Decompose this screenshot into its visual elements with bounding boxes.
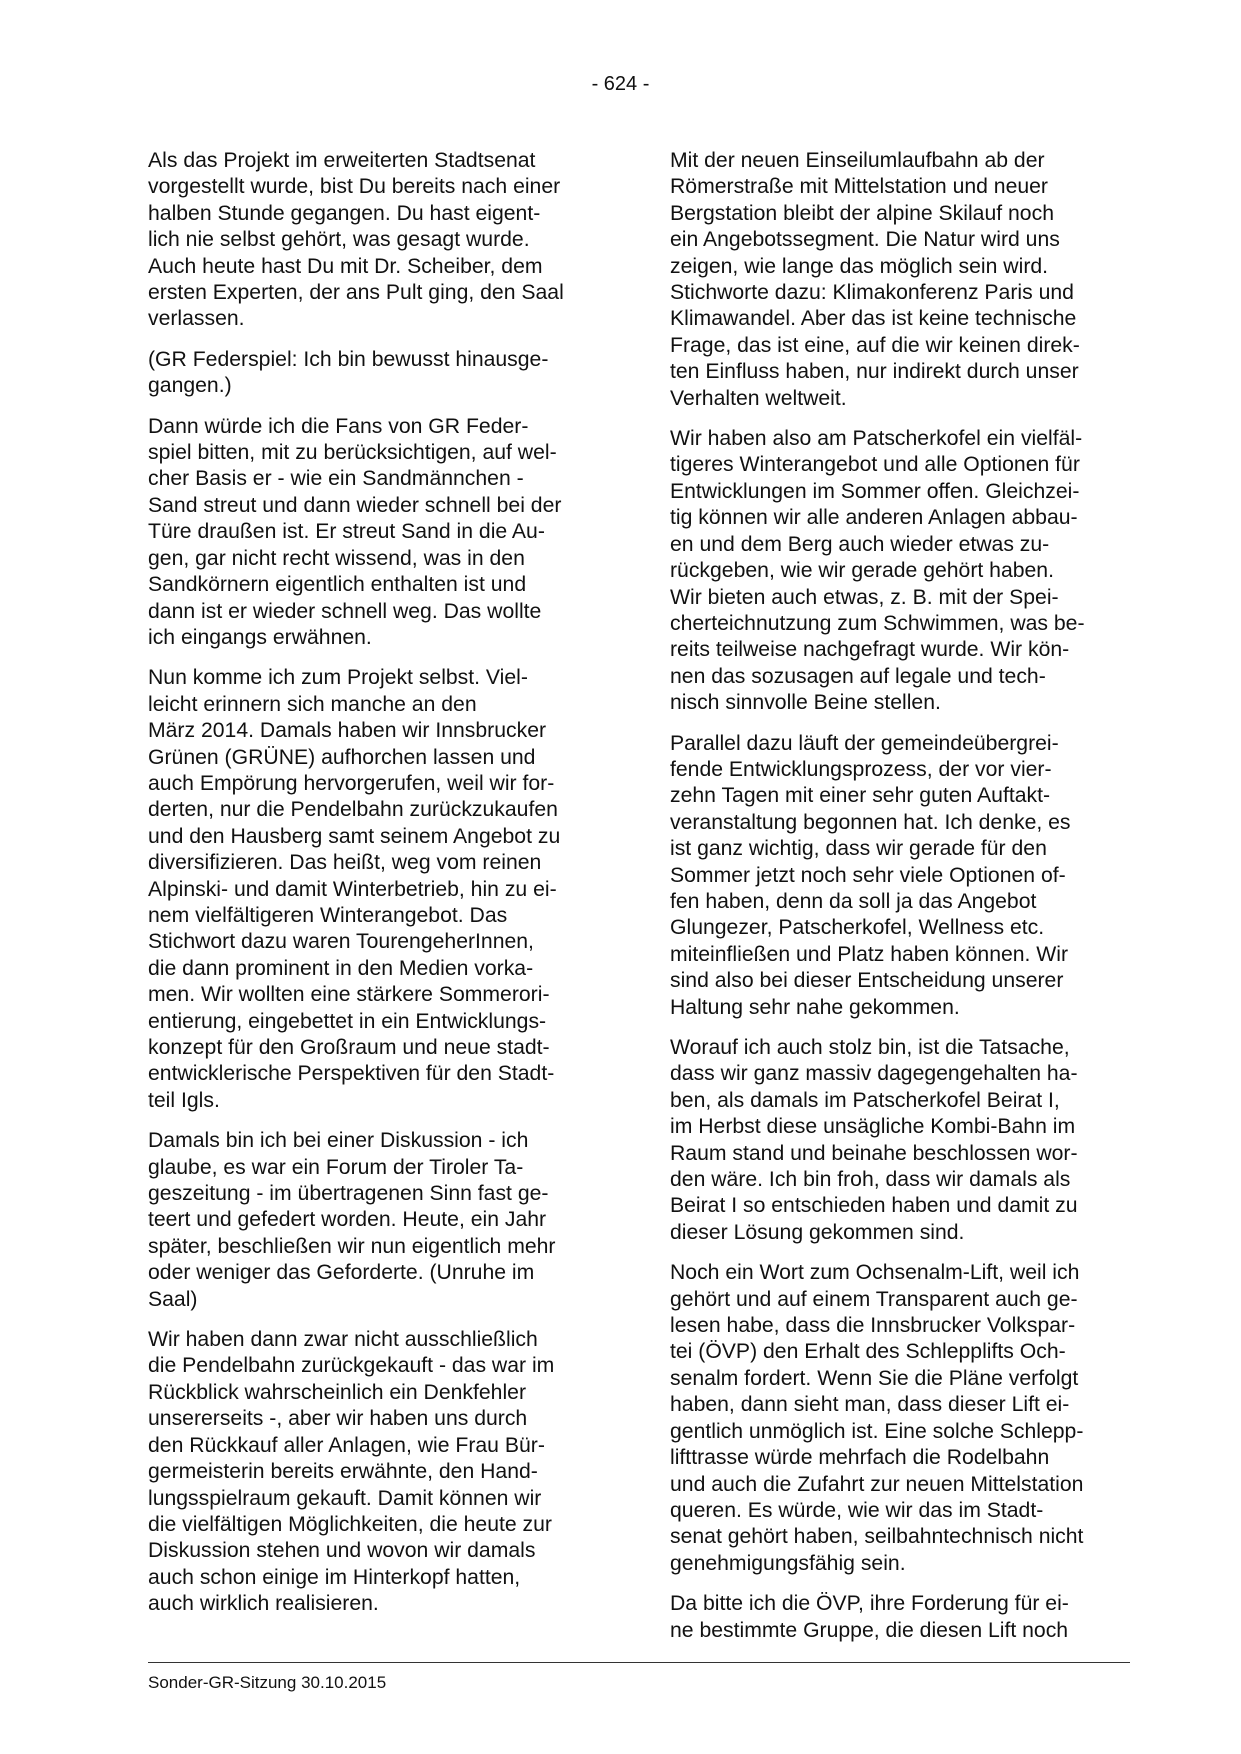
- text-line: den Rückkauf aller Anlagen, wie Frau Bür-: [148, 1433, 545, 1457]
- text-line: nem vielfältigeren Winterangebot. Das: [148, 903, 508, 927]
- paragraph: [148, 347, 608, 400]
- paragraph: [148, 1327, 608, 1617]
- text-line: Noch ein Wort zum Ochsenalm-Lift, weil ich: [670, 1261, 1080, 1285]
- text-line: später, beschließen wir nun eigentlich mehr: [148, 1234, 556, 1258]
- text-line: senat gehört haben, seilbahntechnisch nicht: [670, 1525, 1084, 1549]
- footer-session-title: Sonder-GR-Sitzung 30.10.2015: [148, 1673, 387, 1692]
- text-line: Mit der neuen Einseilumlaufbahn ab der: [670, 149, 1045, 172]
- text-line: (GR Federspiel: Ich bin bewusst hinausge-: [148, 347, 549, 371]
- text-line: derten, nur die Pendelbahn zurückzukaufen: [148, 798, 558, 822]
- text-line: spiel bitten, mit zu berücksichtigen, auf wel-: [148, 441, 557, 465]
- text-line: genehmigungsfähig sein.: [670, 1551, 906, 1575]
- text-line: Alpinski- und damit Winterbetrieb, hin zu ei-: [148, 877, 557, 901]
- text-line: ten Einfluss haben, nur indirekt durch unser: [670, 360, 1079, 384]
- text-line: Parallel dazu läuft der gemeindeübergrei-: [670, 731, 1059, 755]
- paragraph: [148, 1128, 608, 1313]
- text-line: Beirat I so entschieden haben und damit zu: [670, 1194, 1078, 1218]
- text-line: nisch sinnvolle Beine stellen.: [670, 691, 941, 715]
- paragraph: [670, 148, 1130, 412]
- text-line: lifttrasse würde mehrfach die Rodelbahn: [670, 1446, 1050, 1470]
- text-line: germeisterin bereits erwähnte, den Hand-: [148, 1460, 538, 1484]
- text-line: lungsspielraum gekauft. Damit können wir: [148, 1486, 542, 1510]
- text-line: Haltung sehr nahe gekommen.: [670, 995, 960, 1019]
- text-line: Wir haben dann zwar nicht ausschließlich: [148, 1328, 538, 1352]
- text-line: rückgeben, wie wir gerade gehört haben.: [670, 559, 1054, 583]
- text-line: lich nie selbst gehört, was gesagt wurde.: [148, 228, 530, 252]
- text-line: Diskussion stehen und wovon wir damals: [148, 1539, 536, 1563]
- text-line: glaube, es war ein Forum der Tiroler Ta-: [148, 1155, 524, 1179]
- left-column: [148, 148, 608, 1632]
- text-line: miteinfließen und Platz haben können. Wir: [670, 942, 1069, 966]
- text-line: Glungezer, Patscherkofel, Wellness etc.: [670, 916, 1045, 940]
- text-line: und auch die Zufahrt zur neuen Mittelstation: [670, 1472, 1084, 1496]
- text-line: Raum stand und beinahe beschlossen wor-: [670, 1141, 1078, 1165]
- text-line: dann ist er wieder schnell weg. Das wollte: [148, 599, 542, 623]
- text-line: Klimawandel. Aber das ist keine technische: [670, 307, 1077, 331]
- text-line: Wir bieten auch etwas, z. B. mit der Spei-: [670, 585, 1059, 609]
- text-line: und den Hausberg samt seinem Angebot zu: [148, 824, 561, 848]
- text-line: zeigen, wie lange das möglich sein wird.: [670, 254, 1049, 278]
- text-line: dieser Lösung gekommen sind.: [670, 1220, 965, 1244]
- text-line: entwicklerische Perspektiven für den Stadt-: [148, 1062, 555, 1086]
- text-line: Als das Projekt im erweiterten Stadtsenat: [148, 149, 536, 172]
- right-column: [670, 148, 1130, 1658]
- paragraph: [148, 414, 608, 652]
- text-line: im Herbst diese unsägliche Kombi-Bahn im: [670, 1115, 1076, 1139]
- text-line: zehn Tagen mit einer sehr guten Auftakt-: [670, 784, 1051, 808]
- text-line: fen haben, denn da soll ja das Angebot: [670, 889, 1037, 913]
- text-line: vorgestellt wurde, bist Du bereits nach einer: [148, 175, 561, 199]
- text-line: teert und gefedert worden. Heute, ein Jahr: [148, 1208, 547, 1232]
- text-line: gehört und auf einem Transparent auch ge-: [670, 1287, 1078, 1311]
- text-line: leicht erinnern sich manche an den: [148, 692, 477, 716]
- text-line: die vielfältigen Möglichkeiten, die heute zur: [148, 1512, 552, 1536]
- text-line: halben Stunde gegangen. Du hast eigent-: [148, 201, 541, 225]
- text-line: Grünen (GRÜNE) aufhorchen lassen und: [148, 745, 536, 769]
- text-line: en und dem Berg auch wieder etwas zu-: [670, 532, 1050, 556]
- text-line: lesen habe, dass die Innsbrucker Volkspar-: [670, 1314, 1076, 1338]
- text-line: entierung, eingebettet in ein Entwicklungs-: [148, 1009, 547, 1033]
- paragraph: [670, 1591, 1130, 1644]
- text-line: ein Angebotssegment. Die Natur wird uns: [670, 228, 1060, 252]
- text-line: auch wirklich realisieren.: [148, 1592, 379, 1616]
- text-line: queren. Es würde, wie wir das im Stadt-: [670, 1498, 1044, 1522]
- text-line: die Pendelbahn zurückgekauft - das war im: [148, 1354, 555, 1378]
- text-line: teil Igls.: [148, 1088, 220, 1112]
- text-line: oder weniger das Geforderte. (Unruhe im: [148, 1261, 535, 1285]
- text-line: veranstaltung begonnen hat. Ich denke, es: [670, 810, 1071, 834]
- text-line: tig können wir alle anderen Anlagen abbau-: [670, 506, 1078, 530]
- text-line: Nun komme ich zum Projekt selbst. Viel-: [148, 666, 528, 690]
- text-line: gangen.): [148, 374, 232, 398]
- text-line: Türe draußen ist. Er streut Sand in die Au-: [148, 520, 545, 544]
- text-line: Entwicklungen im Sommer offen. Gleichzei-: [670, 479, 1080, 503]
- page-number: - 624 -: [591, 73, 650, 95]
- text-line: die dann prominent in den Medien vorka-: [148, 956, 534, 980]
- text-line: Frage, das ist eine, auf die wir keinen direk-: [670, 333, 1080, 357]
- text-line: reits teilweise nachgefragt wurde. Wir kön-: [670, 638, 1070, 662]
- text-line: haben, dann sieht man, dass dieser Lift ei-: [670, 1393, 1070, 1417]
- text-line: tei (ÖVP) den Erhalt des Schlepplifts Och-: [670, 1340, 1066, 1364]
- text-line: Dann würde ich die Fans von GR Feder-: [148, 414, 529, 438]
- text-line: ersten Experten, der ans Pult ging, den Saal: [148, 281, 564, 305]
- text-line: geszeitung - im übertragenen Sinn fast ge-: [148, 1182, 549, 1206]
- text-line: fende Entwicklungsprozess, der vor vier-: [670, 757, 1052, 781]
- text-line: Worauf ich auch stolz bin, ist die Tatsache,: [670, 1036, 1070, 1059]
- text-line: gentlich unmöglich ist. Eine solche Schlepp-: [670, 1419, 1084, 1443]
- text-line: gen, gar nicht recht wissend, was in den: [148, 546, 525, 570]
- paragraph: [670, 426, 1130, 716]
- footer-divider: [148, 1662, 1130, 1663]
- text-line: ne bestimmte Gruppe, die diesen Lift noch: [670, 1618, 1069, 1642]
- text-line: Da bitte ich die ÖVP, ihre Forderung für ei-: [670, 1592, 1069, 1616]
- paragraph: [148, 148, 608, 333]
- text-line: verlassen.: [148, 307, 245, 331]
- text-line: senalm fordert. Wenn Sie die Pläne verfolgt: [670, 1366, 1079, 1390]
- text-line: den wäre. Ich bin froh, dass wir damals als: [670, 1168, 1071, 1192]
- text-line: konzept für den Großraum und neue stadt-: [148, 1036, 550, 1059]
- text-line: Stichwort dazu waren TourengeherInnen,: [148, 930, 534, 954]
- paragraph: [670, 1035, 1130, 1246]
- text-line: Saal): [148, 1287, 198, 1311]
- text-line: auch schon einige im Hinterkopf hatten,: [148, 1565, 521, 1589]
- text-line: Sommer jetzt noch sehr viele Optionen of-: [670, 863, 1066, 887]
- text-line: ich eingangs erwähnen.: [148, 625, 372, 649]
- paragraph: [670, 731, 1130, 1021]
- text-line: men. Wir wollten eine stärkere Sommerori-: [148, 983, 550, 1007]
- text-line: Damals bin ich bei einer Diskussion - ich: [148, 1129, 529, 1153]
- text-line: unsererseits -, aber wir haben uns durch: [148, 1407, 528, 1431]
- text-line: Verhalten weltweit.: [670, 386, 847, 410]
- text-line: cherteichnutzung zum Schwimmen, was be-: [670, 611, 1085, 635]
- text-line: Wir haben also am Patscherkofel ein vielfäl-: [670, 427, 1083, 451]
- text-line: ben, als damals im Patscherkofel Beirat I,: [670, 1088, 1060, 1112]
- text-line: Römerstraße mit Mittelstation und neuer: [670, 175, 1048, 199]
- text-line: Stichworte dazu: Klimakonferenz Paris und: [670, 281, 1074, 305]
- text-line: sind also bei dieser Entscheidung unserer: [670, 969, 1064, 993]
- text-line: Rückblick wahrscheinlich ein Denkfehler: [148, 1380, 527, 1404]
- text-line: nen das sozusagen auf legale und tech-: [670, 664, 1046, 688]
- text-line: März 2014. Damals haben wir Innsbrucker: [148, 719, 547, 743]
- text-line: auch Empörung hervorgerufen, weil wir for-: [148, 771, 555, 795]
- text-line: Sand streut und dann wieder schnell bei der: [148, 493, 562, 517]
- text-line: tigeres Winterangebot und alle Optionen für: [670, 453, 1080, 477]
- text-line: diversifizieren. Das heißt, weg vom reinen: [148, 851, 542, 875]
- paragraph: [148, 665, 608, 1114]
- text-line: dass wir ganz massiv dagegengehalten ha-: [670, 1062, 1078, 1086]
- text-line: Auch heute hast Du mit Dr. Scheiber, dem: [148, 254, 543, 278]
- text-line: cher Basis er - wie ein Sandmännchen -: [148, 467, 524, 491]
- text-line: Bergstation bleibt der alpine Skilauf noch: [670, 201, 1054, 225]
- text-line: Sandkörnern eigentlich enthalten ist und: [148, 573, 527, 597]
- paragraph: [670, 1260, 1130, 1577]
- text-line: ist ganz wichtig, dass wir gerade für den: [670, 837, 1047, 861]
